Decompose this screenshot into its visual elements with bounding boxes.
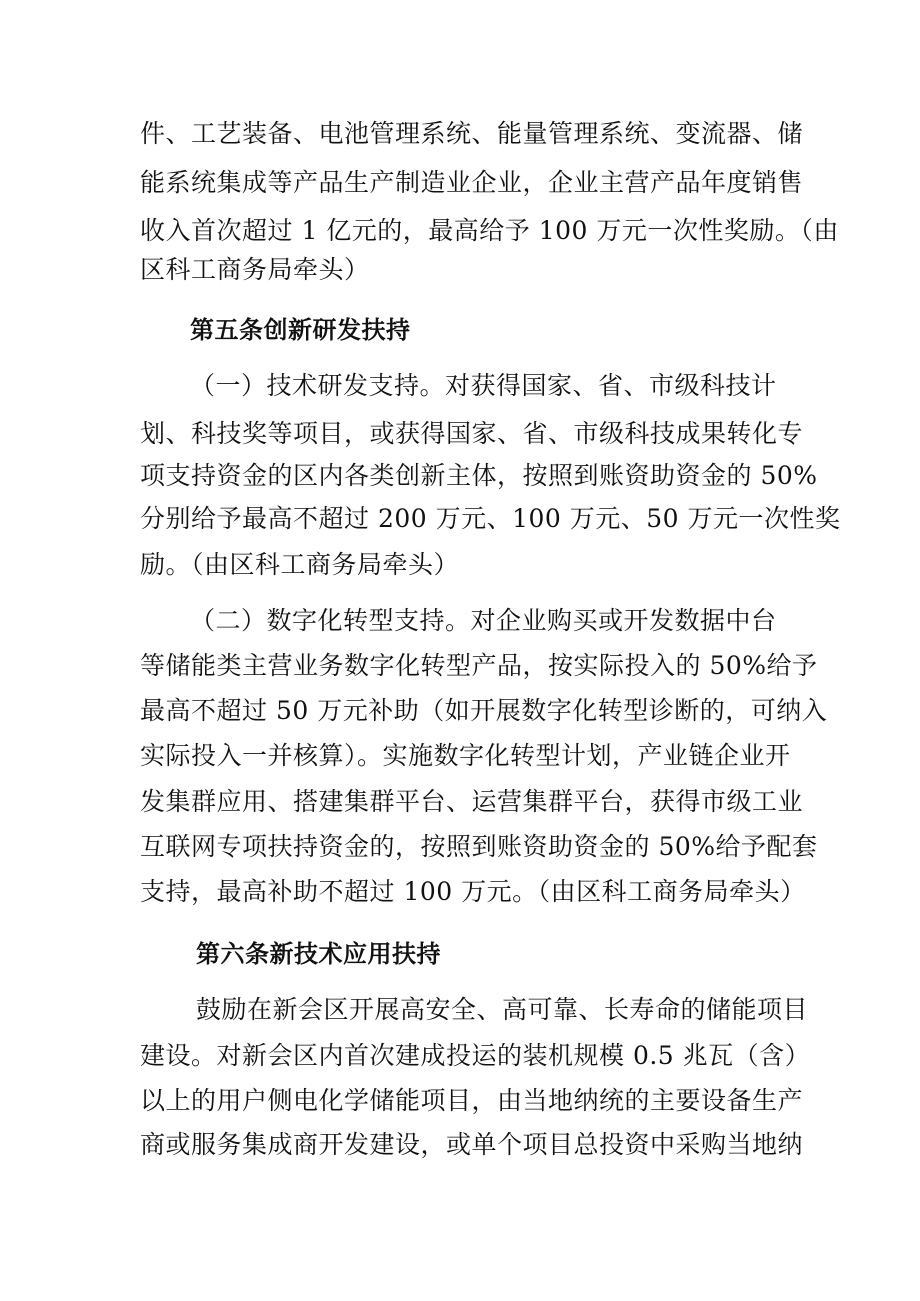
- paragraph-line: 项支持资金的区内各类创新主体，按照到账资助资金的 50%: [140, 461, 818, 490]
- paragraph-line: 等储能类主营业务数字化转型产品，按实际投入的 50%给予: [140, 651, 818, 680]
- paragraph-line: （二）数字化转型支持。对企业购买或开发数据中台: [190, 606, 777, 635]
- paragraph-line: 能系统集成等产品生产制造业企业，企业主营产品年度销售: [140, 168, 804, 197]
- section-heading-article-6: 第六条新技术应用扶持: [196, 940, 441, 968]
- paragraph-line: 以上的用户侧电化学储能项目，由当地纳统的主要设备生产: [140, 1086, 804, 1115]
- paragraph-line: 分别给予最高不超过 200 万元、100 万元、50 万元一次性奖: [140, 504, 841, 533]
- paragraph-line: 区科工商务局牵头）: [140, 255, 370, 284]
- paragraph-line: 支持，最高补助不超过 100 万元。（由区科工商务局牵头）: [140, 877, 806, 906]
- paragraph-line: 收入首次超过 1 亿元的，最高给予 100 万元一次性奖励。（由: [140, 216, 839, 245]
- paragraph-line: 互联网专项扶持资金的，按照到账资助资金的 50%给予配套: [140, 832, 818, 861]
- section-heading-article-5: 第五条创新研发扶持: [190, 316, 411, 344]
- paragraph-line: 实际投入一并核算）。实施数字化转型计划，产业链企业开: [140, 741, 791, 770]
- paragraph-line: 励。（由区科工商务局牵头）: [140, 550, 460, 579]
- paragraph-line: 划、科技奖等项目，或获得国家、省、市级科技成果转化专: [140, 419, 804, 448]
- paragraph-line: 最高不超过 50 万元补助（如开展数字化转型诊断的，可纳入: [140, 696, 828, 725]
- paragraph-line: 建设。对新会区内首次建成投运的装机规模 0.5 兆瓦（含）: [140, 1041, 811, 1070]
- paragraph-line: 鼓励在新会区开展高安全、高可靠、长寿命的储能项目: [196, 995, 809, 1024]
- paragraph-line: 发集群应用、搭建集群平台、运营集群平台，获得市级工业: [140, 787, 804, 816]
- paragraph-line: 件、工艺装备、电池管理系统、能量管理系统、变流器、储: [140, 119, 804, 148]
- paragraph-line: 商或服务集成商开发建设，或单个项目总投资中采购当地纳: [140, 1130, 804, 1159]
- paragraph-line: （一）技术研发支持。对获得国家、省、市级科技计: [190, 371, 777, 400]
